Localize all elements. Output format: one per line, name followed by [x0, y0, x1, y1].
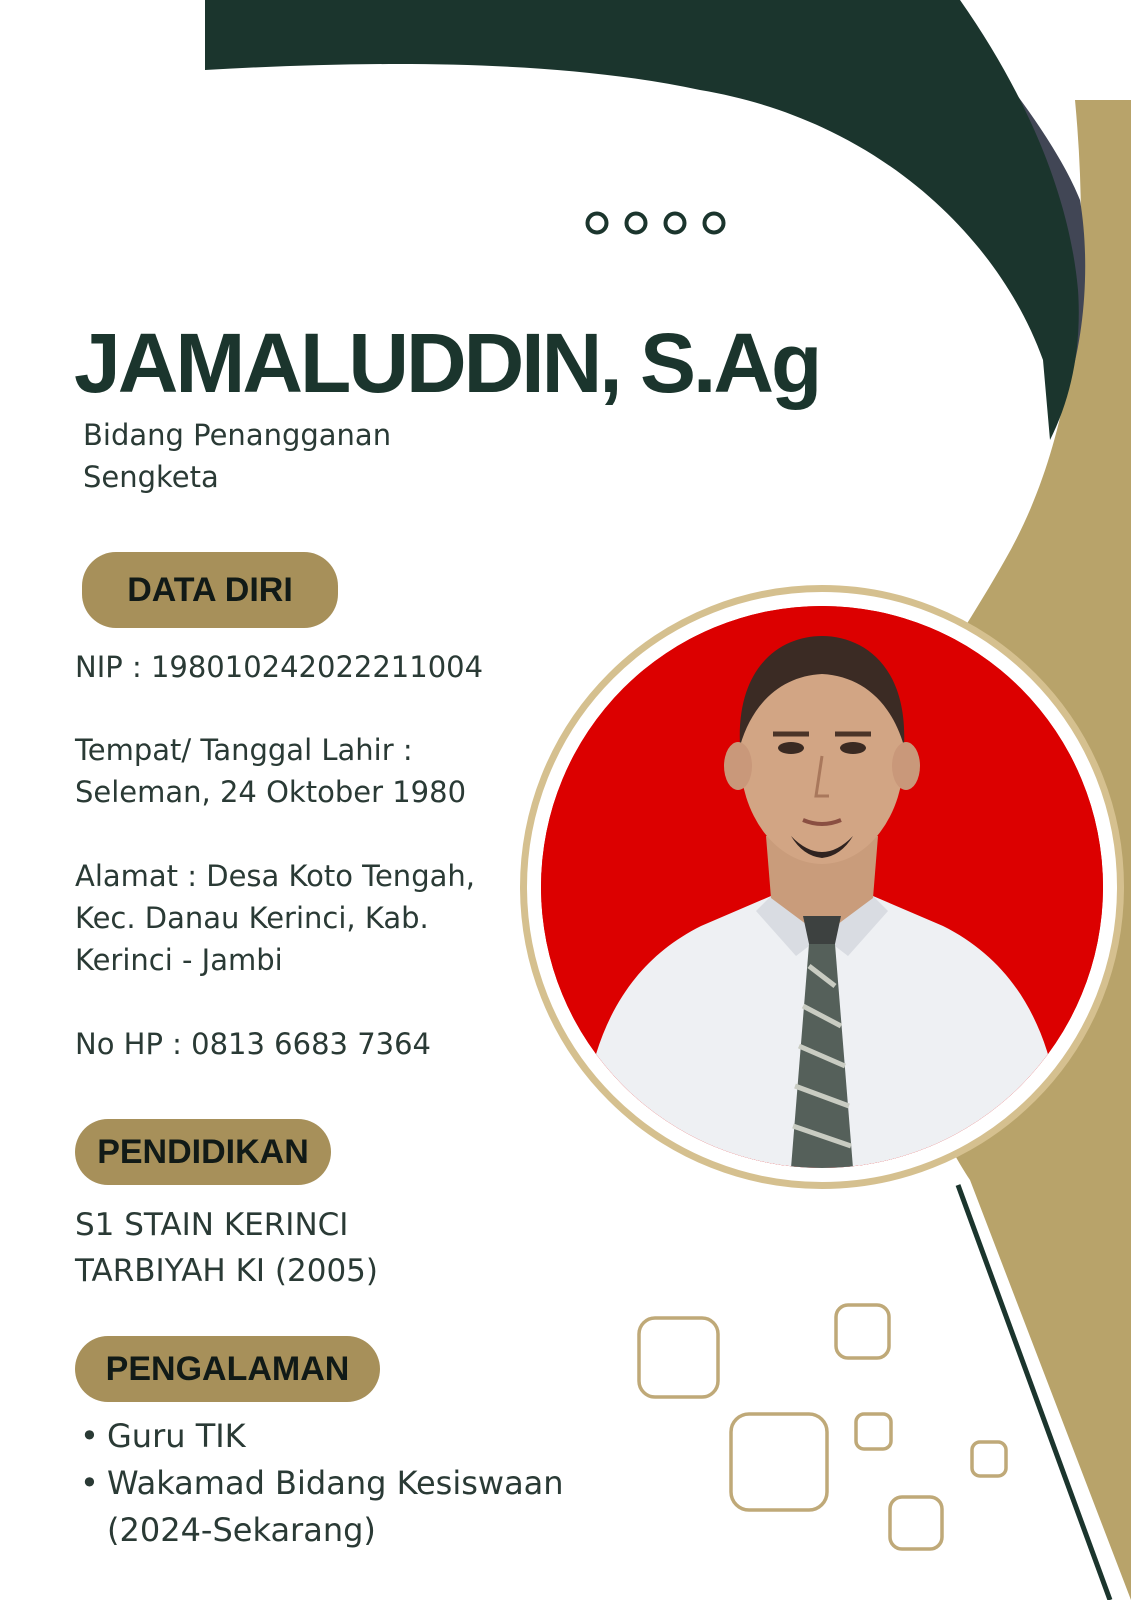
rounded-square-decoration [836, 1305, 889, 1358]
list-item: • Guru TIK [80, 1413, 564, 1460]
list-item: • Wakamad Bidang Kesiswaan (2024-Sekarang) [80, 1460, 564, 1554]
rounded-square-decoration [890, 1497, 942, 1549]
section-label-personal: DATA DIRI [82, 552, 338, 628]
profile-photo [541, 606, 1103, 1168]
nip-text: NIP : 198010242022211004 [75, 650, 484, 684]
person-name: JAMALUDDIN, S.Ag [74, 316, 820, 410]
dot-indicator-icon [627, 214, 646, 233]
address-line: Kec. Danau Kerinci, Kab. [75, 901, 429, 935]
dot-indicator-icon [588, 214, 607, 233]
phone-text: No HP : 0813 6683 7364 [75, 1027, 432, 1061]
birth-label: Tempat/ Tanggal Lahir : [75, 733, 413, 767]
rounded-square-decoration [856, 1414, 891, 1449]
education-text [75, 1202, 378, 1294]
education-line: S1 STAIN KERINCI [75, 1207, 349, 1243]
dot-indicator-icon [705, 214, 724, 233]
address-line: Alamat : Desa Koto Tengah, [75, 859, 475, 893]
experience-list [80, 1413, 564, 1554]
address-line: Kerinci - Jambi [75, 943, 283, 977]
rounded-square-decoration [639, 1318, 718, 1397]
role-line: Sengketa [83, 460, 219, 494]
portrait-illustration [541, 606, 1103, 1168]
rounded-square-decoration [972, 1442, 1006, 1476]
role-line: Bidang Penangganan [83, 418, 392, 452]
section-label-education: PENDIDIKAN [75, 1119, 331, 1185]
birth-value: Seleman, 24 Oktober 1980 [75, 775, 467, 809]
education-line: TARBIYAH KI (2005) [75, 1253, 378, 1289]
dot-indicator-icon [666, 214, 685, 233]
section-label-experience: PENGALAMAN [75, 1336, 380, 1402]
rounded-square-decoration [731, 1414, 827, 1510]
person-role [83, 414, 463, 498]
